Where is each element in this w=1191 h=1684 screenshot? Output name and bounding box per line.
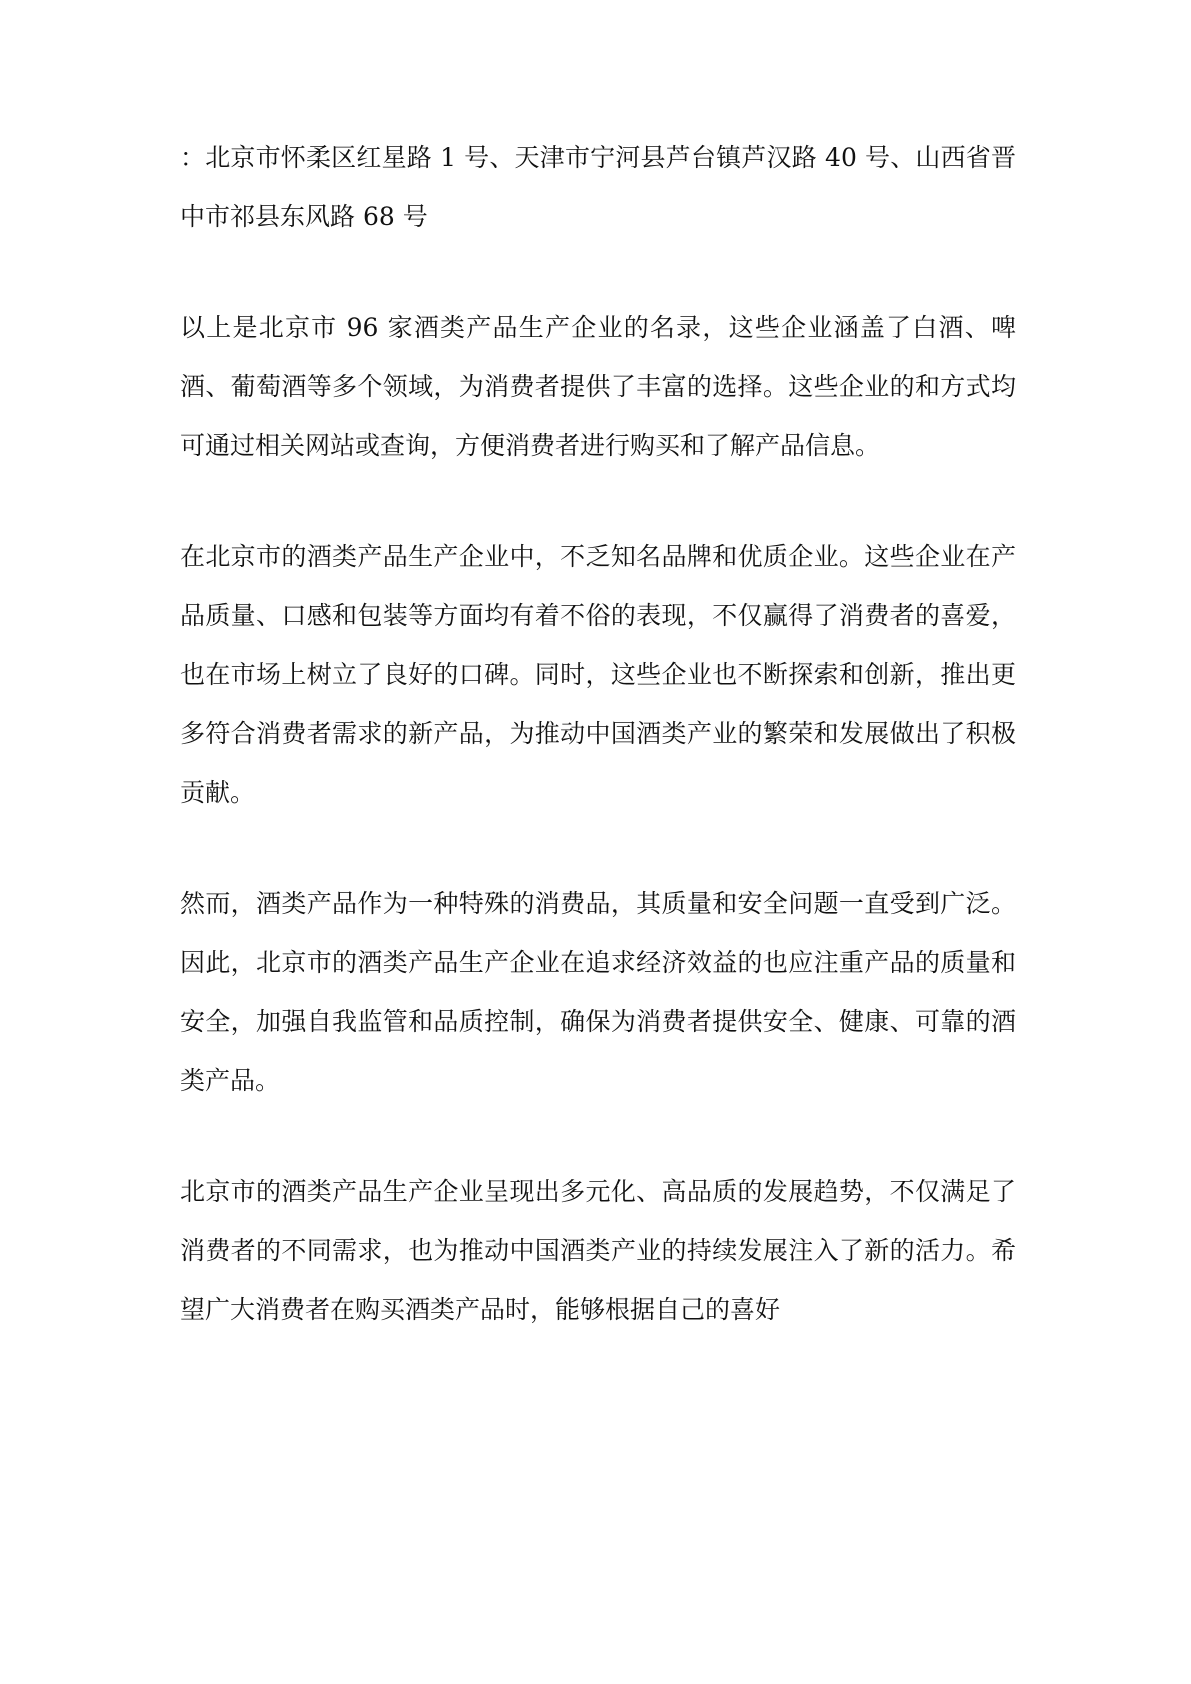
paragraph-directory-summary: 以上是北京市 96 家酒类产品生产企业的名录，这些企业涵盖了白酒、啤酒、葡萄酒等多个领域，为消费者提供了丰富的选择。这些企业的和方式均可通过相关网站或查询，方便消费者进行购买和了解产品信息。 — [180, 313, 1016, 460]
paragraph-trends: 北京市的酒类产品生产企业呈现出多元化、高品质的发展趋势，不仅满足了消费者的不同需求，也为推动中国酒类产业的持续发展注入了新的活力。希望广大消费者在购买酒类产品时，能够根据自己的喜好 — [180, 1177, 1016, 1324]
document-body — [180, 128, 1016, 1391]
paragraph-addresses: ：北京市怀柔区红星路 1 号、天津市宁河县芦台镇芦汉路 40 号、山西省晋中市祁县东风路 68 号 — [180, 143, 1016, 231]
paragraph-quality-safety: 然而，酒类产品作为一种特殊的消费品，其质量和安全问题一直受到广泛。因此，北京市的酒类产品生产企业在追求经济效益的也应注重产品的质量和安全，加强自我监管和品质控制，确保为消费者提供安全、健康、可靠的酒类产品。 — [180, 889, 1016, 1095]
paragraph-brands: 在北京市的酒类产品生产企业中，不乏知名品牌和优质企业。这些企业在产品质量、口感和包装等方面均有着不俗的表现，不仅赢得了消费者的喜爱，也在市场上树立了良好的口碑。同时，这些企业也不断探索和创新，推出更多符合消费者需求的新产品，为推动中国酒类产业的繁荣和发展做出了积极贡献。 — [180, 542, 1016, 807]
